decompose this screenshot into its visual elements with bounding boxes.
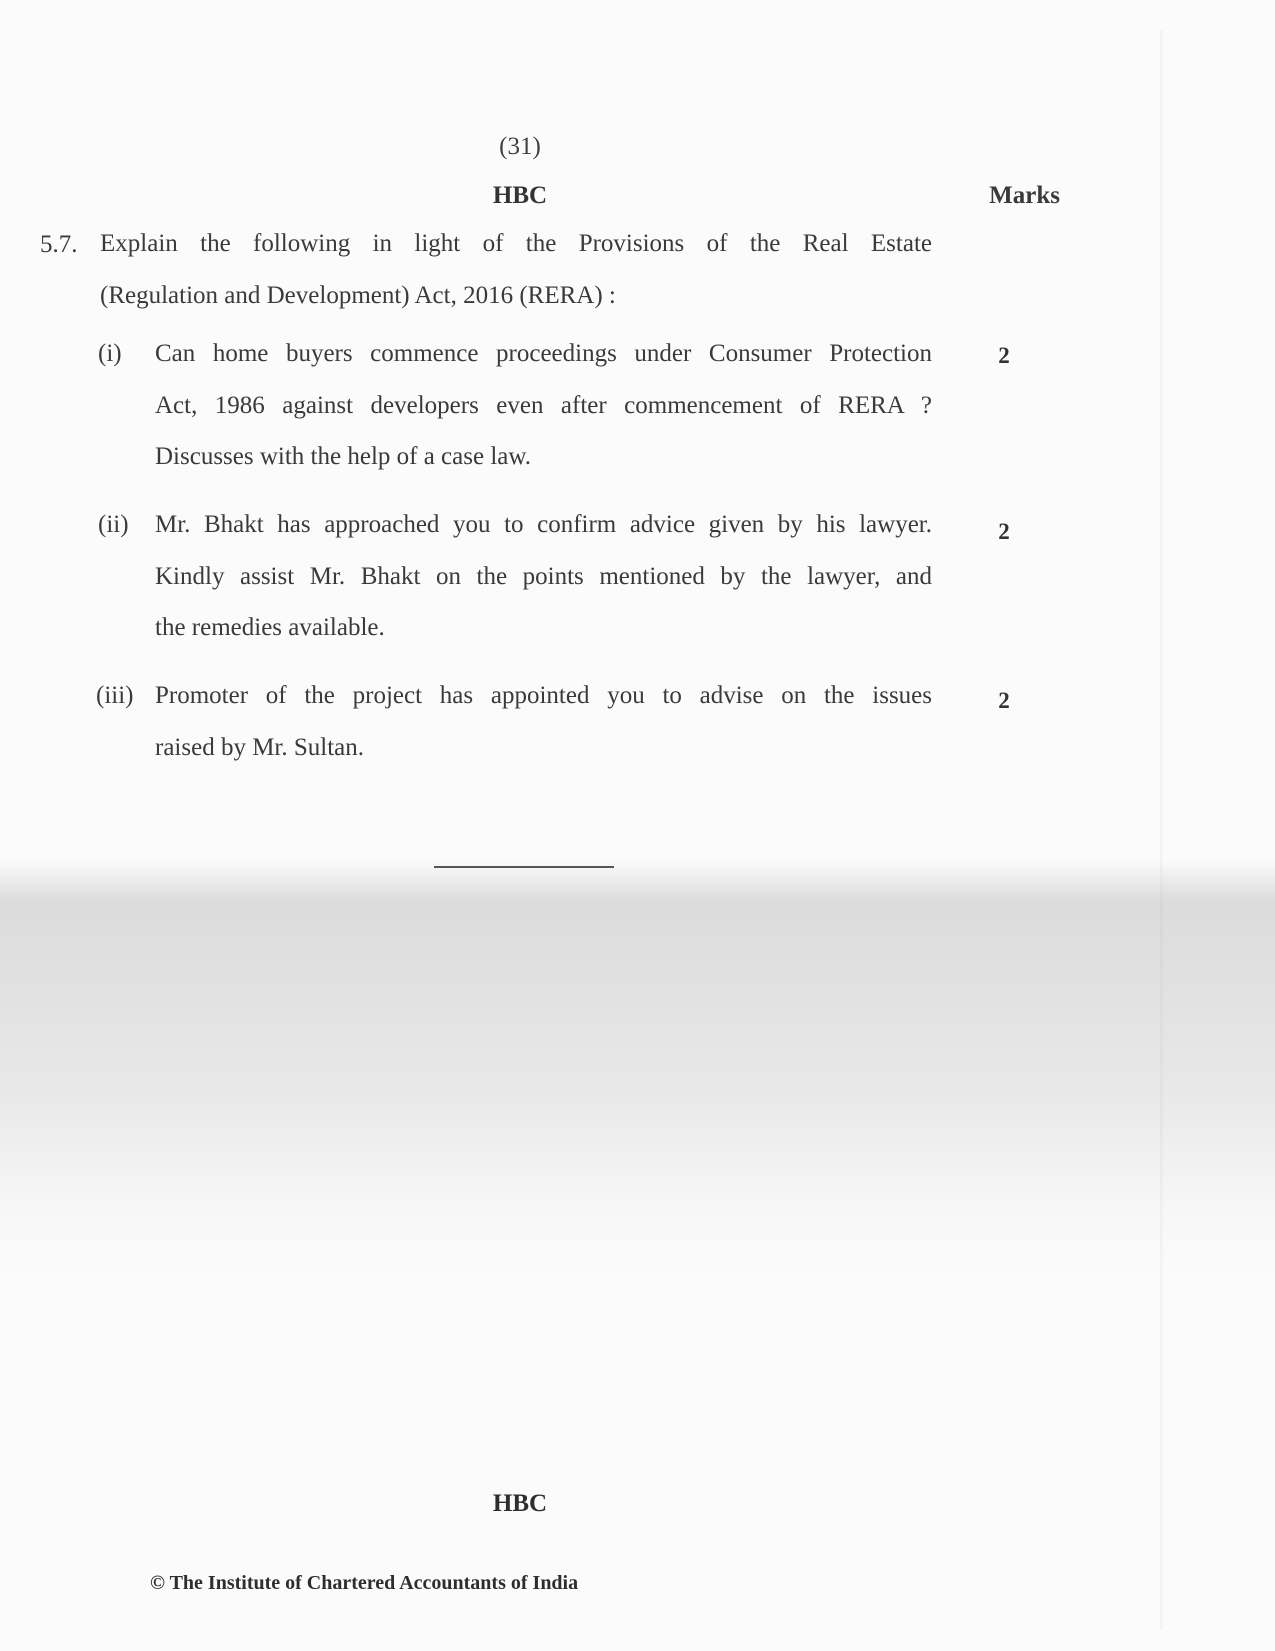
subquestion-text-line: the remedies available. [155,614,385,641]
subquestion-text-line: Discusses with the help of a case law. [155,443,532,470]
copyright-notice: © The Institute of Chartered Accountants of India [150,1572,579,1594]
page-edge [1160,30,1164,1630]
paper-code-header: HBC [492,182,548,209]
subquestion-text-line: raised by Mr. Sultan. [155,734,365,761]
end-of-question-divider [434,866,614,868]
paper-code-footer: HBC [492,1490,548,1517]
subquestion-text-line: Can home buyers commence proceedings under Consumer Protection [155,340,932,367]
marks-value: 2 [998,343,1010,368]
question-text-line: Explain the following in light of the Provisions of the Real Estate [100,230,932,257]
subquestion-label: (ii) [98,511,129,538]
scan-shadow-band [0,860,1275,1280]
subquestion-label: (iii) [96,682,134,709]
subquestion-text-line: Kindly assist Mr. Bhakt on the points mentioned by the lawyer, and [155,563,932,590]
marks-column-heading: Marks [989,182,1060,209]
subquestion-text-line: Act, 1986 against developers even after commencement of RERA ? [155,392,932,419]
page-number: (31) [499,133,541,160]
subquestion-text-line: Mr. Bhakt has approached you to confirm advice given by his lawyer. [155,511,932,538]
subquestion-label: (i) [98,340,122,367]
marks-value: 2 [998,688,1010,713]
subquestion-text-line: Promoter of the project has appointed you to advise on the issues [155,682,932,709]
marks-value: 2 [998,519,1010,544]
question-text-line: (Regulation and Development) Act, 2016 (RERA) : [100,282,616,309]
question-number: 5.7. [40,231,78,258]
